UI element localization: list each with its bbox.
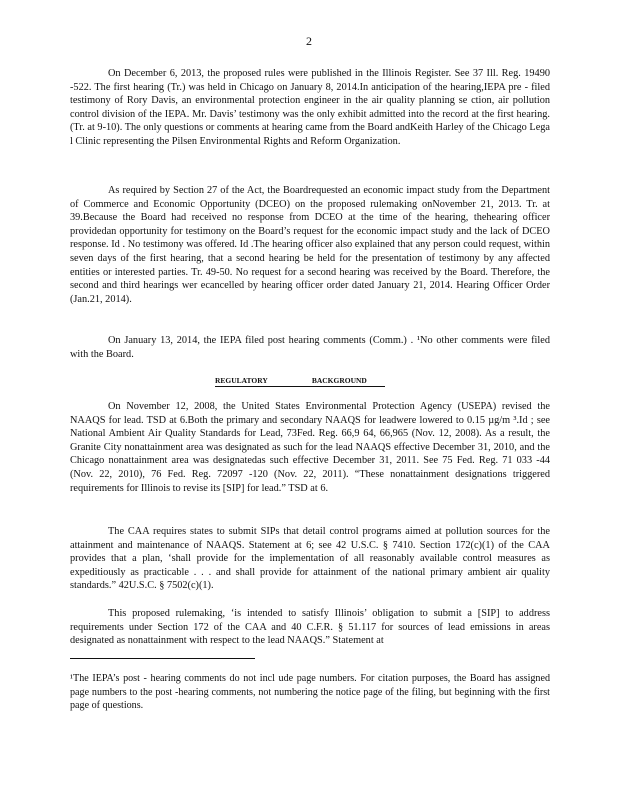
- paragraph-economic-impact: As required by Section 27 of the Act, the Boardrequested an economic impact study from the Department of Commerce and Economic Opportunity (DCEO) on the proposed rulemaking onNovember 21, 2013. Tr. at 39.Because the Board had received no response from DCEO at the time of the hearing, thehearing officer providedan opportunity for testimony on the Board’s request for the economic impact study and the lack of DCEO response. Id . No testimony was offered. Id .The hearing officer also explained that any person could request, within seven days of the first hearing, that a second hearing be held for the presentation of testimony by any affected entities or interested parties. Tr. 49-50. No request for a second hearing was received by the Board. Therefore, the second and third hearings wer ecancelled by hearing officer order dated January 21, 2014. Hearing Officer Order (Jan.21, 2014).: [70, 185, 550, 305]
- paragraph-publication: On December 6, 2013, the proposed rules were published in the Illinois Register. See 37 Ill. Reg. 19490 -522. The first hearing (Tr.) was held in Chicago on January 8, 2014.In anticipation of the hearing,IEPA pre - filed testimony of Rory Davis, an environmental protection engineer in the air quality planning se ction, air pollution control division of the IEPA. Mr. Davis’ testimony was the only exhibit admitted into the record at the first hearing. (Tr. at 9-10). The only questions or comments at hearing came from the Board andKeith Harley of the Chicago Lega l Clinic representing the Pilsen Environmental Rights and Reform Organization.: [70, 68, 550, 147]
- section-heading-right: BACKGROUND: [311, 376, 367, 385]
- paragraph-post-hearing: On January 13, 2014, the IEPA filed post hearing comments (Comm.) . ¹No other comments were filed with the Board.: [70, 335, 550, 360]
- footnote: ¹The IEPA’s post - hearing comments do not incl ude page numbers. For citation purposes, the Board has assigned page numbers to the post -hearing comments, not numbering the notice page of the filing, but beginning with the first page of questions.: [70, 673, 550, 712]
- paragraph-caa-requirements: The CAA requires states to submit SIPs that detail control programs aimed at pollution sources for the attainment and maintenance of NAAQS. Statement at 6; see 42 U.S.C. § 7410. Section 172(c)(1) of the CAA provides that a plan, ‘shall provide for the implementation of all reasonably available control measures as expeditiously as practicable . . . and shall provide for attainment of the national primary ambient air quality standards.” 42U.S.C. § 7502(c)(1).: [70, 526, 550, 592]
- page-number: 2: [306, 34, 312, 48]
- footnote-separator: [70, 658, 255, 659]
- paragraph-proposed-rulemaking: This proposed rulemaking, ‘is intended to satisfy Illinois’ obligation to submit a [SIP] to address requirements under Section 172 of the CAA and 40 C.F.R. § 51.117 for sources of lead emissions in areas designated as nonattainment with respect to the lead NAAQS.” Statement at: [70, 608, 550, 647]
- section-heading-left: REGULATORY: [215, 376, 268, 385]
- paragraph-naaqs-revision: On November 12, 2008, the United States Environmental Protection Agency (USEPA) revised the NAAQS for lead. TSD at 6.Both the primary and secondary NAAQS for leadwere lowered to 0.15 µg/m ³.Id ; see National Ambient Air Quality Standards for Lead, 73Fed. Reg. 66,9 64, 66,965 (Nov. 12, 2008). As a result, the Granite City nonattainment area was designated as such for the lead NAAQS effective December 31, 2010, and the Chicago nonattainment area was designatedas such effective December 31, 2011. See 75 Fed. Reg. 71 033 -44 (Nov. 22, 2010), 76 Fed. Reg. 72097 -120 (Nov. 22, 2011). “These nonattainment designations triggered requirements for Illinois to revise its [SIP] for lead.” TSD at 6.: [70, 401, 550, 494]
- section-heading: [215, 376, 385, 387]
